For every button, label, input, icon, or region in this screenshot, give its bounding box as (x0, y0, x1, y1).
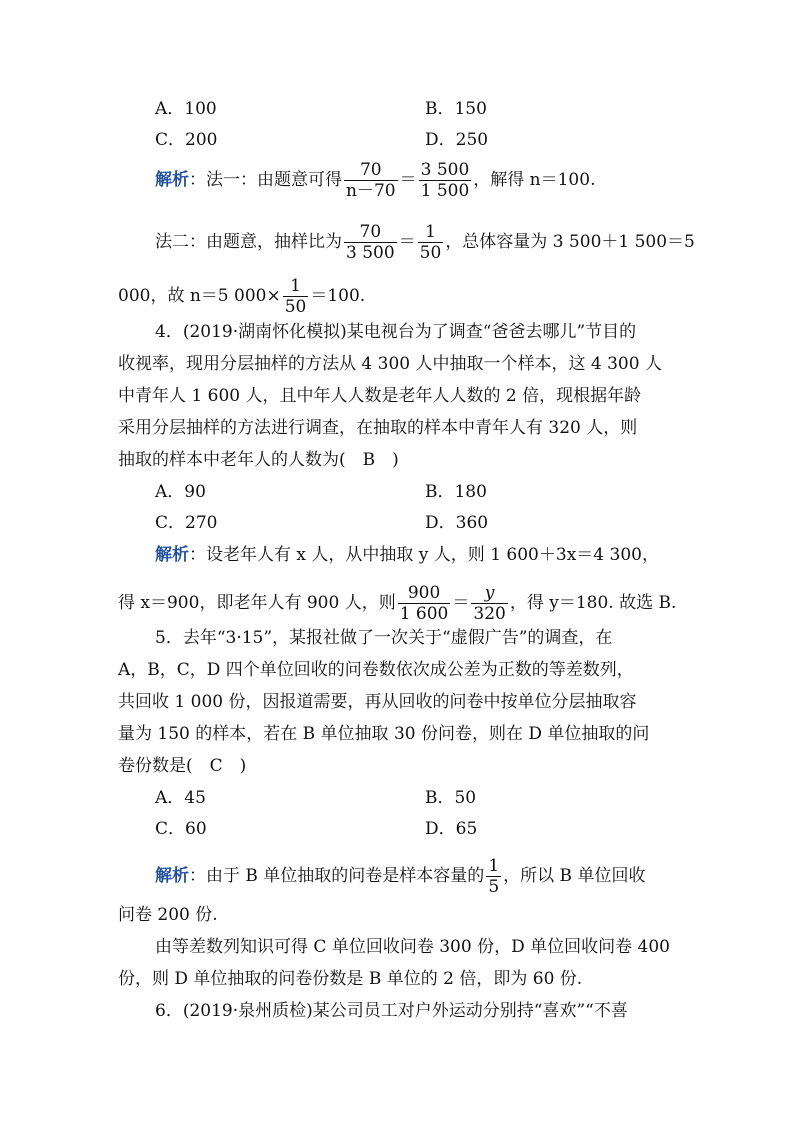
q3-m1-suffix: ，解得 n＝100. (473, 170, 596, 190)
fraction: $\frac{1}{50}$ (419, 222, 442, 263)
q3-analysis-method2-cont: 000，故 n＝5 000× $\frac{1}{50}$ ＝100. (118, 276, 366, 317)
q5-analysis-line3: 由等差数列知识可得 C 单位回收问卷 300 份，D 单位回收问卷 400 (155, 937, 670, 957)
q5-option-c: C．60 (155, 819, 207, 839)
q6-line-1: 6．(2019·泉州质检)某公司员工对户外运动分别持“喜欢”“不喜 (155, 1001, 628, 1021)
q4-option-c: C．270 (155, 513, 218, 533)
fraction: $\frac{70}{n-70}$ (346, 160, 396, 201)
q4-option-b: B．180 (425, 482, 487, 502)
q5-analysis-line4: 份，则 D 单位抽取的问卷份数是 B 单位的 2 倍，即为 60 份. (118, 969, 583, 989)
q3-option-d: D．250 (425, 130, 489, 150)
q5-line-1: 5．去年“3·15”，某报社做了一次关于“虚假广告”的调查，在 (155, 628, 613, 648)
q5-line-3: 共回收 1 000 份，因报道需要，再从回收的问卷中按单位分层抽取容 (118, 692, 637, 712)
fraction: $\frac{1}{50}$ (284, 276, 307, 317)
fraction: $\frac{900}{1 600}$ (399, 583, 449, 624)
q4-line-3: 中青年人 1 600 人，且中年人人数是老年人人数的 2 倍，现根据年龄 (118, 386, 642, 406)
q4-line-1: 4．(2019·湖南怀化模拟)某电视台为了调查“爸爸去哪儿”节目的 (155, 322, 637, 342)
q3-option-b: B．150 (425, 99, 487, 119)
q3-m1-prefix: ：法一：由题意可得 (189, 170, 342, 190)
q5-option-a: A．45 (155, 788, 206, 808)
q4-option-d: D．360 (425, 513, 489, 533)
q3-analysis-method2: 法二：由题意，抽样比为 $\frac{70}{3 500}$ ＝ $\frac{1}{50}$ ，总体容量为 3 500＋1 500＝5 (155, 222, 695, 263)
q5-analysis-line1: 解析：由于 B 单位抽取的问卷是样本容量的 $\frac{1}{5}$ ，所以 B 单位回收 (155, 856, 646, 897)
q4-option-a: A．90 (155, 482, 206, 502)
q3-option-c: C．200 (155, 130, 218, 150)
fraction: $\frac{70}{3 500}$ (346, 222, 395, 263)
q4-line-5: 抽取的样本中老年人的人数为( B ) (118, 450, 399, 470)
q3-option-a: A．100 (155, 99, 217, 119)
q4-analysis-line1: 解析：设老年人有 x 人，从中抽取 y 人，则 1 600＋3x＝4 300， (155, 545, 659, 565)
q5-option-d: D．65 (425, 819, 478, 839)
fraction: $\frac{y}{320}$ (473, 583, 506, 624)
fraction: $\frac{3 500}{1 500}$ (420, 160, 470, 201)
q4-line-2: 收视率，现用分层抽样的方法从 4 300 人中抽取一个样本，这 4 300 人 (118, 354, 662, 374)
q4-analysis-line2: 得 x＝900，即老年人有 900 人，则 $\frac{900}{1 600}$ ＝ $\frac{y}{320}$ ，得 y＝180. 故选 B. (118, 583, 677, 624)
analysis-label: 解析 (155, 170, 189, 190)
q5-option-b: B．50 (425, 788, 477, 808)
q5-line-5: 卷份数是( C ) (118, 756, 247, 776)
q5-line-2: A，B，C，D 四个单位回收的问卷数依次成公差为正数的等差数列， (118, 660, 634, 680)
q4-line-4: 采用分层抽样的方法进行调查，在抽取的样本中青年人有 320 人，则 (118, 418, 638, 438)
analysis-label: 解析 (155, 545, 189, 565)
q3-analysis-method1: 解析：法一：由题意可得 $\frac{70}{n-70}$ ＝ $\frac{3 500}{1 500}$ ，解得 n＝100. (155, 160, 596, 201)
fraction: $\frac{1}{5}$ (488, 856, 500, 897)
analysis-label: 解析 (155, 866, 189, 886)
q5-line-4: 量为 150 的样本，若在 B 单位抽取 30 份问卷，则在 D 单位抽取的问 (118, 724, 650, 744)
q5-analysis-line2: 问卷 200 份. (118, 905, 218, 925)
